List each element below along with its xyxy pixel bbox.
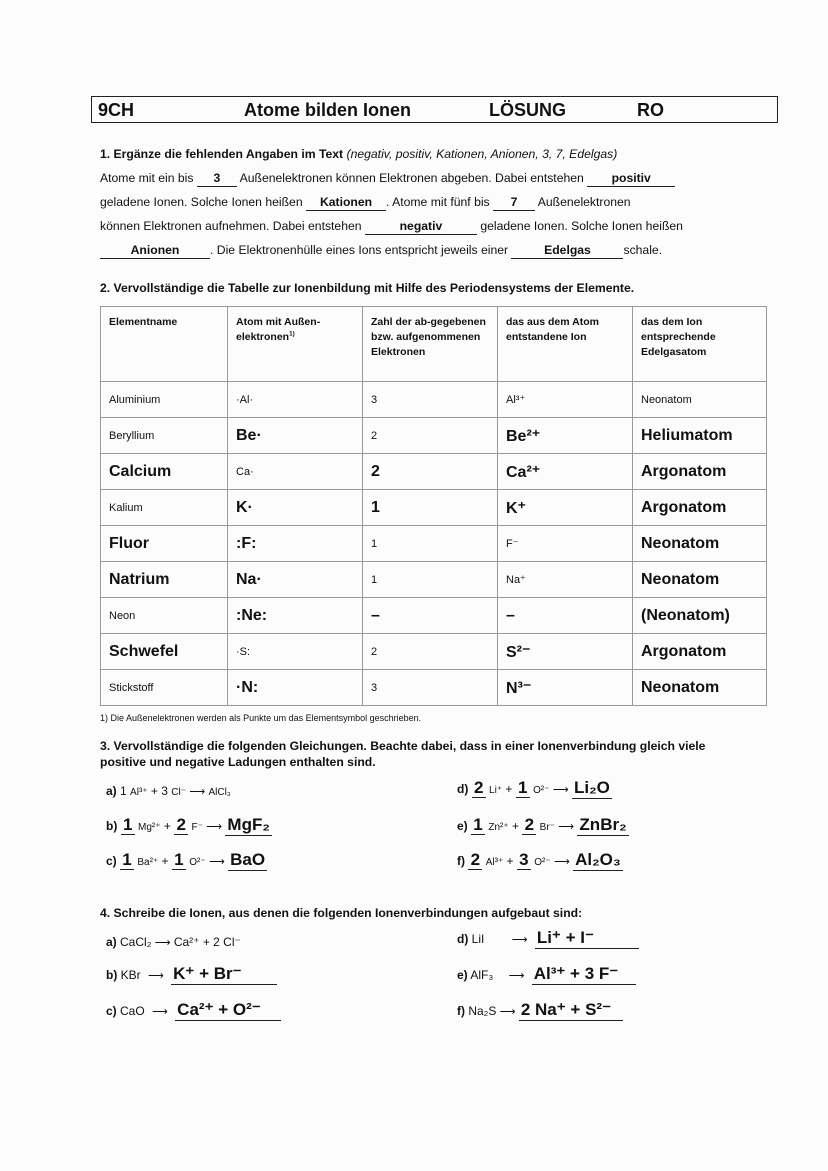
eq-label: f) [457, 854, 465, 868]
task1-text-5: Außenelektronen [537, 195, 631, 209]
ions-e [457, 964, 636, 985]
atom-lewis: ·N: [228, 670, 363, 706]
eq-coef-2: + 3 [150, 784, 168, 798]
ion-formula: K⁺ [498, 490, 633, 526]
compound-formula: CaO [120, 1004, 145, 1018]
ions-d [457, 928, 639, 949]
atom-lewis: Ca· [228, 454, 363, 490]
eq-result: AlCl₃ [208, 787, 231, 798]
arrow-icon: ⟶ [552, 784, 569, 796]
atom-lewis: Be· [228, 418, 363, 454]
electron-count: 1 [363, 490, 498, 526]
task1-block [100, 142, 770, 262]
ion-formula: F⁻ [498, 526, 633, 562]
task1-heading: 1. Ergänze die fehlenden Angaben im Text [100, 147, 344, 161]
noble-gas-atom: Neonatom [633, 670, 767, 706]
task1-text-4: . Atome mit fünf bis [386, 195, 490, 209]
ions-c [106, 1000, 281, 1021]
ion-formula: Na⁺ [498, 562, 633, 598]
ion-answer: K⁺ + Br⁻ [171, 964, 277, 985]
eq-ion-1: Li⁺ [489, 785, 503, 796]
compound-formula: AlF₃ [470, 968, 494, 982]
arrow-icon: ⟶ [511, 934, 528, 946]
equation-a [106, 784, 231, 798]
eq-label: c) [106, 854, 117, 868]
col-atom-footnote-mark: 1) [289, 330, 295, 338]
electron-count: – [363, 598, 498, 634]
task1-text-9: schale. [623, 243, 663, 257]
ion-formula: Ca²⁺ [498, 454, 633, 490]
task1-fill-6: Anionen [100, 243, 210, 259]
eq-ion-2: Br⁻ [539, 822, 555, 833]
eq-ion-2: Cl⁻ [171, 787, 186, 798]
task4-heading [100, 901, 582, 925]
electron-count: 1 [363, 562, 498, 598]
task1-text-3: geladene Ionen. Solche Ionen heißen [100, 195, 303, 209]
teacher-initials: RO [637, 100, 664, 120]
element-name: Calcium [101, 454, 228, 490]
ions-a [106, 935, 241, 949]
ion-table [100, 306, 767, 706]
element-name: Neon [101, 598, 228, 634]
ion-formula: S²⁻ [498, 634, 633, 670]
equation-b: b) 1 Mg²⁺ + 2 F⁻ ⟶ MgF₂ [106, 815, 270, 834]
ion-answer: Ca²⁺ + O²⁻ [175, 1000, 281, 1021]
task1-text-6: können Elektronen aufnehmen. Dabei entstehen [100, 219, 362, 233]
eq-coef-1: 2 [468, 851, 482, 870]
eq-label: d) [457, 782, 469, 796]
eq-label: e) [457, 968, 468, 982]
table-row [101, 418, 767, 454]
arrow-icon: ⟶ [148, 970, 164, 982]
compound-formula: CaCl₂ [120, 935, 152, 949]
task1-text-1: Atome mit ein bis [100, 171, 194, 185]
electron-count: 2 [363, 454, 498, 490]
eq-ion-1: Al³⁺ [130, 787, 148, 798]
eq-coef-1: 1 [120, 784, 127, 798]
eq-coef-1: 1 [120, 851, 134, 870]
element-name: Schwefel [101, 634, 228, 670]
col-ion: das aus dem Atom entstandene Ion [498, 307, 633, 382]
table-footnote: 1) Die Außenelektronen werden als Punkte um das Elementsymbol geschrieben. [100, 713, 422, 723]
eq-ion-1: Zn²⁺ [488, 822, 509, 833]
element-name: Stickstoff [101, 670, 228, 706]
task1-text-2: Außenelektronen können Elektronen abgeben. Dabei entstehen [239, 171, 584, 185]
ion-answer: Al³⁺ + 3 F⁻ [532, 964, 636, 985]
ion-answer: Ca²⁺ + 2 Cl⁻ [173, 935, 241, 949]
eq-ion-2: O²⁻ [533, 785, 550, 796]
electron-count: 1 [363, 526, 498, 562]
task1-text-7: geladene Ionen. Solche Ionen heißen [480, 219, 683, 233]
noble-gas-atom: (Neonatom) [633, 598, 767, 634]
ion-formula: Be²⁺ [498, 418, 633, 454]
eq-result: MgF₂ [227, 815, 270, 834]
eq-coef-2: 2 [522, 816, 536, 835]
table-row [101, 382, 767, 418]
electron-count: 3 [363, 382, 498, 418]
eq-label: a) [106, 935, 117, 949]
task2-heading-text: 2. Vervollständige die Tabelle zur Ionenbildung mit Hilfe des Periodensystems der Elemente. [100, 281, 635, 295]
electron-count: 2 [363, 634, 498, 670]
task1-fill-1: 3 [197, 171, 237, 187]
eq-result: ZnBr₂ [579, 815, 627, 834]
eq-coef-1: 2 [472, 779, 486, 798]
eq-ion-2: O²⁻ [189, 857, 206, 868]
arrow-icon: ⟶ [558, 821, 575, 833]
col-atom-label: Atom mit Außen-elektronen [236, 316, 321, 343]
noble-gas-atom: Neonatom [633, 382, 767, 418]
arrow-icon: ⟶ [508, 970, 525, 982]
arrow-icon: ⟶ [208, 856, 225, 868]
col-electron-count: Zahl der ab-gegebenen bzw. aufgenommenen Elektronen [363, 307, 498, 382]
ion-formula: – [498, 598, 633, 634]
arrow-icon: ⟶ [154, 937, 171, 949]
equation-f: f) 2 Al³⁺ + 3 O²⁻ ⟶ Al₂O₃ [457, 850, 621, 869]
eq-coef-1: 1 [471, 816, 485, 835]
arrow-icon: ⟶ [553, 856, 570, 868]
table-row [101, 526, 767, 562]
equation-d: d) 2 Li⁺ + 1 O²⁻ ⟶ Li₂O [457, 778, 610, 797]
eq-result: Al₂O₃ [575, 850, 621, 869]
arrow-icon: ⟶ [206, 821, 223, 833]
eq-label: c) [106, 1004, 117, 1018]
element-name: Beryllium [101, 418, 228, 454]
table-row [101, 562, 767, 598]
eq-label: f) [457, 1004, 465, 1018]
eq-label: b) [106, 968, 118, 982]
atom-lewis: :F: [228, 526, 363, 562]
ion-formula: Al³⁺ [498, 382, 633, 418]
worksheet-title: Atome bilden Ionen [244, 100, 412, 120]
ion-answer: Li⁺ + I⁻ [535, 928, 639, 949]
compound-formula: Na₂S [468, 1004, 497, 1018]
electron-count: 2 [363, 418, 498, 454]
task3-heading [100, 738, 750, 770]
arrow-icon: ⟶ [152, 1006, 168, 1018]
worksheet-header [91, 96, 778, 123]
task2-heading [100, 276, 634, 300]
noble-gas-atom: Neonatom [633, 526, 767, 562]
eq-ion-1: Mg²⁺ [138, 822, 161, 833]
eq-coef-2: 2 [174, 816, 188, 835]
compound-formula: LiI [471, 932, 485, 946]
atom-lewis: K· [228, 490, 363, 526]
task1-fill-5: negativ [365, 219, 477, 235]
task1-hint: (negativ, positiv, Kationen, Anionen, 3, 7, Edelgas) [346, 147, 618, 161]
task1-fill-4: 7 [493, 195, 535, 211]
task1-fill-3: Kationen [306, 195, 386, 211]
arrow-icon: ⟶ [189, 786, 206, 798]
task4-heading-text: 4. Schreibe die Ionen, aus denen die folgenden Ionenverbindungen aufgebaut sind: [100, 906, 583, 920]
atom-lewis: Na· [228, 562, 363, 598]
table-row [101, 670, 767, 706]
eq-label: d) [457, 932, 469, 946]
ion-formula: N³⁻ [498, 670, 633, 706]
eq-ion-1: Ba²⁺ [137, 857, 159, 868]
solution-label: LÖSUNG [489, 100, 567, 120]
compound-formula: KBr [120, 968, 141, 982]
equation-e: e) 1 Zn²⁺ + 2 Br⁻ ⟶ ZnBr₂ [457, 815, 627, 834]
element-name: Kalium [101, 490, 228, 526]
eq-ion-2: O²⁻ [534, 857, 551, 868]
task1-fill-2: positiv [587, 171, 675, 187]
col-element-name: Elementname [101, 307, 228, 382]
eq-result: BaO [230, 850, 266, 869]
noble-gas-atom: Argonatom [633, 490, 767, 526]
eq-coef-2: 1 [516, 779, 530, 798]
element-name: Aluminium [101, 382, 228, 418]
ions-f [457, 1000, 623, 1021]
table-row [101, 490, 767, 526]
table-row [101, 598, 767, 634]
noble-gas-atom: Argonatom [633, 634, 767, 670]
noble-gas-atom: Argonatom [633, 454, 767, 490]
eq-ion-1: Al³⁺ [485, 857, 504, 868]
table-row [101, 634, 767, 670]
eq-coef-2: 1 [172, 851, 186, 870]
eq-coef-1: 1 [121, 816, 135, 835]
atom-lewis: :Ne: [228, 598, 363, 634]
element-name: Fluor [101, 526, 228, 562]
electron-count: 3 [363, 670, 498, 706]
eq-coef-2: 3 [517, 851, 531, 870]
eq-label: a) [106, 784, 117, 798]
ion-table-header [101, 307, 767, 382]
eq-label: b) [106, 819, 118, 833]
atom-lewis: ·S: [228, 634, 363, 670]
eq-label: e) [457, 819, 468, 833]
col-atom [228, 307, 363, 382]
task1-text-8: . Die Elektronenhülle eines Ions entspricht jeweils einer [210, 243, 509, 257]
arrow-icon: ⟶ [499, 1006, 516, 1018]
noble-gas-atom: Heliumatom [633, 418, 767, 454]
ions-b [106, 964, 277, 985]
ion-answer: 2 Na⁺ + S²⁻ [519, 1000, 623, 1021]
task1-fill-7: Edelgas [511, 243, 623, 259]
noble-gas-atom: Neonatom [633, 562, 767, 598]
eq-ion-2: F⁻ [191, 822, 203, 833]
course-code: 9CH [98, 100, 135, 120]
task3-heading-text: 3. Vervollständige die folgenden Gleichungen. Beachte dabei, dass in einer Ionenverbindung gleich viele positive und negative Ladungen enthalten sind. [100, 739, 706, 769]
eq-result: Li₂O [573, 778, 610, 797]
atom-lewis: ·Al· [228, 382, 363, 418]
col-noble-gas: das dem Ion entsprechende Edelgasatom [633, 307, 767, 382]
table-row [101, 454, 767, 490]
equation-c: c) 1 Ba²⁺ + 1 O²⁻ ⟶ BaO [106, 850, 266, 869]
element-name: Natrium [101, 562, 228, 598]
